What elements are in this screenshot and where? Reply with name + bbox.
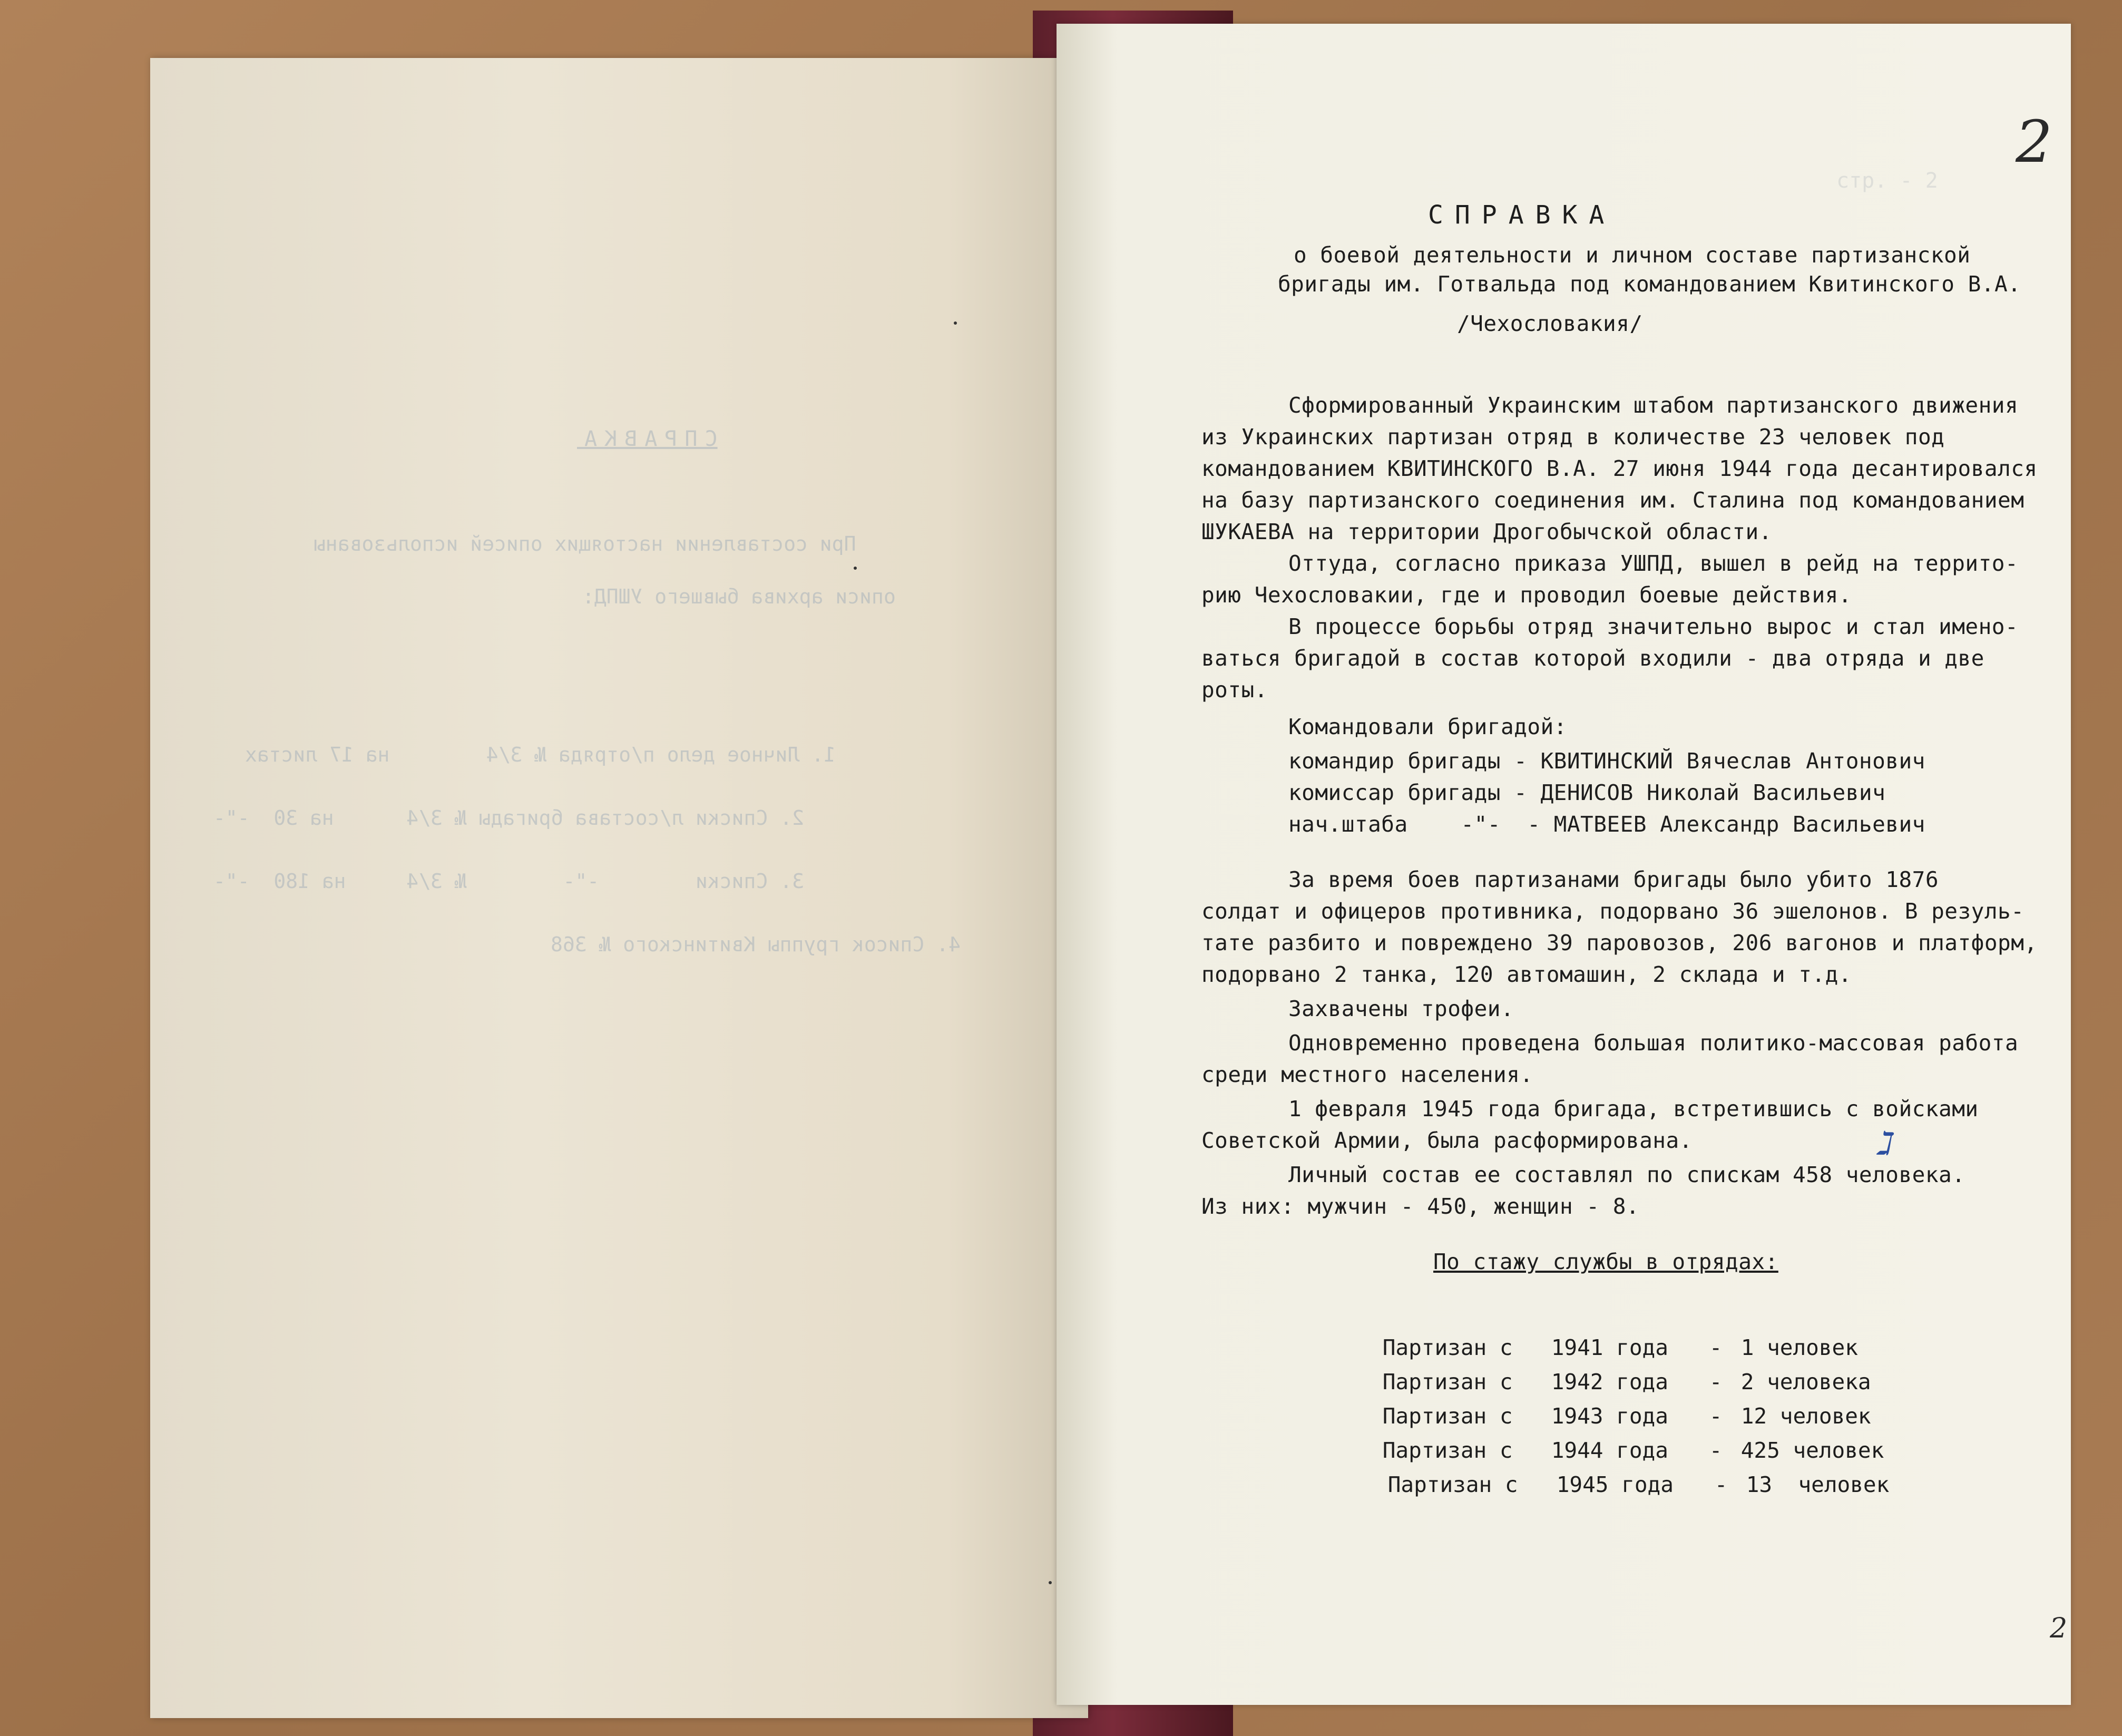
document-title: СПРАВКА	[1428, 200, 1616, 230]
body-line: нач.штаба -"- - МАТВЕЕВ Александр Васильевич	[1288, 812, 1925, 837]
service-heading: По стажу службы в отрядах:	[1433, 1249, 1778, 1274]
bleed-title: СПРАВКА	[577, 427, 718, 451]
handwritten-page-number: 2	[2016, 108, 2052, 175]
bleed-line: 1. Личное дело п/отряда № 3/4 на 17 листах	[245, 743, 836, 766]
right-page	[1057, 24, 2071, 1705]
ghost-text: стр. - 2	[1836, 169, 1938, 193]
service-row	[1336, 1447, 1889, 1523]
service-dash: -	[1709, 1369, 1723, 1394]
service-label: Партизан с	[1382, 1438, 1513, 1463]
body-line: среди местного населения.	[1201, 1062, 1533, 1087]
service-label: Партизан с	[1382, 1335, 1513, 1360]
body-line: рию Чехословакии, где и проводил боевые действия.	[1201, 582, 1852, 608]
ink-dot	[954, 321, 957, 325]
left-page	[150, 58, 1088, 1718]
body-line: командованием КВИТИНСКОГО В.А. 27 июня 1944 года десантировался	[1201, 456, 2038, 481]
ink-dot	[1049, 1581, 1052, 1584]
body-line: подорвано 2 танка, 120 автомашин, 2 склада и т.д.	[1201, 962, 1852, 987]
body-line: Советской Армии, была расформирована.	[1201, 1128, 1693, 1153]
service-year: 1941 года	[1551, 1335, 1668, 1360]
body-line: За время боев партизанами бригады было убито 1876	[1288, 867, 1939, 892]
service-count: 12 человек	[1740, 1403, 1871, 1429]
service-dash: -	[1714, 1472, 1728, 1497]
body-line: Оттуда, согласно приказа УШПД, вышел в рейд на террито-	[1288, 551, 2019, 576]
body-line: Личный состав ее составлял по спискам 458 человека.	[1288, 1162, 1965, 1187]
body-line: солдат и офицеров противника, подорвано 36 эшелонов. В резуль-	[1201, 899, 2025, 924]
bleed-line: При составлении настоящих описей использованы	[314, 532, 856, 555]
service-label: Партизан с	[1382, 1403, 1513, 1429]
subtitle-line: бригады им. Готвальда под командованием Квитинского В.А.	[1278, 271, 2021, 297]
service-dash: -	[1709, 1438, 1723, 1463]
body-line: командир бригады - КВИТИНСКИЙ Вячеслав Антонович	[1288, 748, 1925, 774]
service-dash: -	[1709, 1403, 1723, 1429]
body-line: Из них: мужчин - 450, женщин - 8.	[1201, 1194, 1640, 1219]
body-line: В процессе борьбы отряд значительно вырос и стал имено-	[1288, 614, 2019, 639]
body-line: на базу партизанского соединения им. Сталина под командованием	[1201, 487, 2025, 513]
body-line: ваться бригадой в состав которой входили - два отряда и две	[1201, 646, 1984, 671]
service-label: Партизан с	[1382, 1369, 1513, 1394]
body-line: Захвачены трофеи.	[1288, 996, 1514, 1021]
service-count: 2 человека	[1740, 1369, 1871, 1394]
service-year: 1942 года	[1551, 1369, 1668, 1394]
body-line: 1 февраля 1945 года бригада, встретившись с войсками	[1288, 1096, 1979, 1121]
service-count: 425 человек	[1740, 1438, 1884, 1463]
body-line: ШУКАЕВА на территории Дрогобычской области.	[1201, 519, 1772, 544]
body-line: Командовали бригадой:	[1288, 714, 1567, 739]
subtitle-line: /Чехословакия/	[1457, 311, 1643, 336]
service-count: 13 человек	[1746, 1472, 1890, 1497]
service-year: 1944 года	[1551, 1438, 1668, 1463]
blue-pencil-mark: ℷ	[1876, 1125, 1891, 1162]
body-line: Одновременно проведена большая политико-массовая работа	[1288, 1030, 2019, 1056]
service-year: 1945 года	[1556, 1472, 1674, 1497]
bleed-line: 4. Список группы Квитинского № 368	[551, 933, 961, 956]
handwritten-page-number-bottom: 2	[2050, 1613, 2068, 1644]
body-line: Сформированный Украинским штабом партизанского движения	[1288, 393, 2019, 418]
service-dash: -	[1709, 1335, 1723, 1360]
subtitle-line: о боевой деятельности и личном составе партизанской	[1294, 242, 1971, 268]
body-line: из Украинских партизан отряд в количестве 23 человек под	[1201, 424, 1945, 450]
service-count: 1 человек	[1740, 1335, 1858, 1360]
bleed-line: 2. Списки л/состава бригады № 3/4 на 30 -"-	[213, 806, 805, 830]
service-label: Партизан с	[1387, 1472, 1518, 1497]
ink-dot	[854, 567, 857, 570]
service-year: 1943 года	[1551, 1403, 1668, 1429]
bleed-line: описи архива бывшего УШПД:	[582, 585, 896, 608]
body-line: тате разбито и повреждено 39 паровозов, 206 вагонов и платформ,	[1201, 930, 2038, 955]
bleed-line: 3. Списки -"- № 3/4 на 180 -"-	[213, 870, 805, 893]
body-line: комиссар бригады - ДЕНИСОВ Николай Васильевич	[1288, 780, 1886, 805]
body-line: роты.	[1201, 677, 1268, 703]
